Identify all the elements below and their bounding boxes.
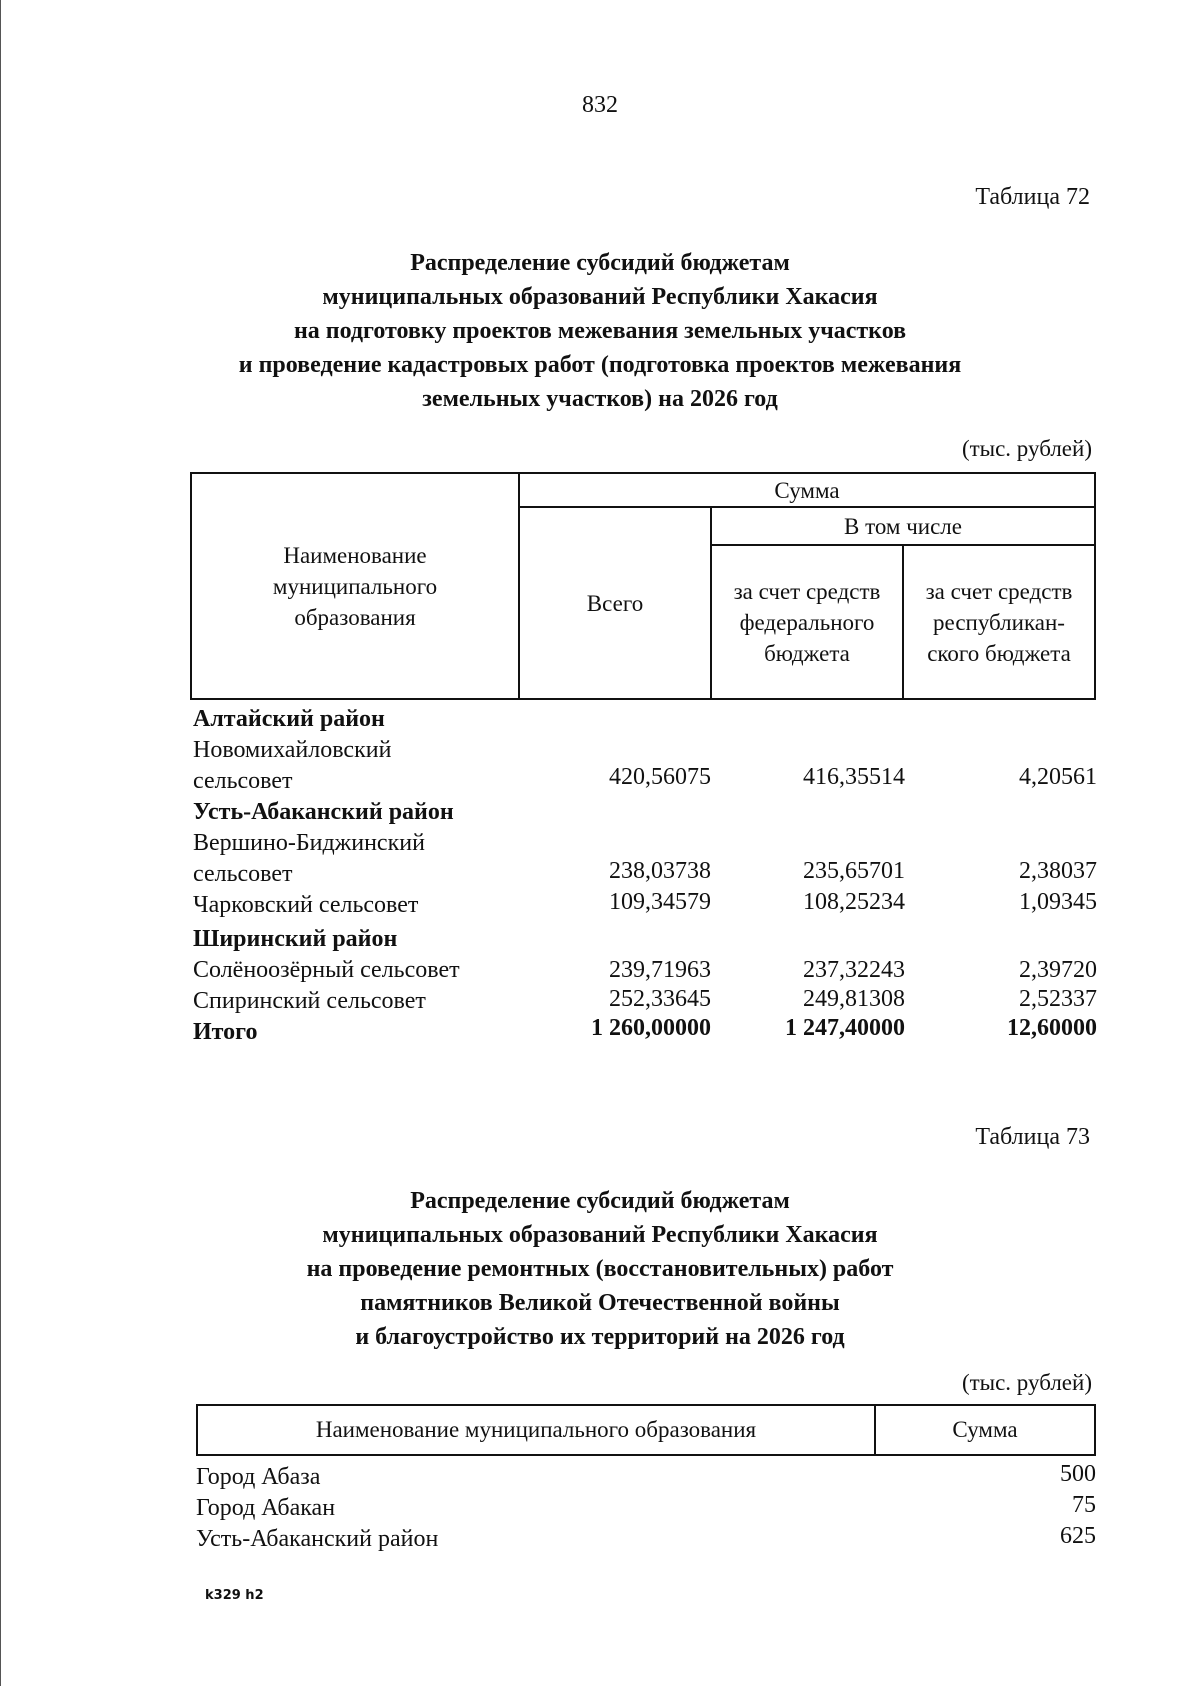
row-republican: 4,20561 [1019,764,1097,790]
row-name: Новомихайловский [193,737,392,763]
row-republican: 2,52337 [1019,986,1097,1012]
title-line: на подготовку проектов межевания земельных участков [293,318,907,344]
title-line: на проведение ремонтных (восстановительных) работ [306,1256,894,1282]
row-republican: 2,39720 [1019,957,1097,983]
row-republican: 12,60000 [1007,1015,1097,1041]
title-line: земельных участков) на 2026 год [422,386,778,412]
header-name: Наименование муниципального образования [315,1417,757,1442]
row-name: Город Абаза [196,1464,321,1490]
group-name: Алтайский район [193,706,385,732]
table-72-label: Таблица 72 [975,184,1090,210]
table-row-total [193,1017,1097,1048]
table-73-unit: (тыс. рублей) [961,1370,1092,1395]
row-name: Усть-Абаканский район [196,1526,439,1552]
row-federal: 249,81308 [803,986,905,1012]
row-federal: 108,25234 [803,889,905,915]
header-name: Наименование муниципального образования [272,542,438,630]
header-sum: Сумма [774,477,840,503]
row-name: Спиринский сельсовет [193,988,426,1014]
title-line: памятников Великой Отечественной войны [360,1290,840,1316]
row-name: Вершино-Биджинский [193,830,425,856]
row-federal: 235,65701 [803,858,905,884]
row-name: сельсовет [193,768,293,794]
table-row [193,890,1097,921]
title-line: Распределение субсидий бюджетам [410,250,790,276]
row-name: Чарковский сельсовет [193,892,419,918]
table-row [193,766,1097,797]
row-federal: 237,32243 [803,957,905,983]
row-sum: 500 [1060,1461,1096,1487]
row-total: 1 260,00000 [591,1015,711,1041]
group-name: Усть-Абаканский район [193,799,454,825]
table-73-header [196,1404,1096,1456]
row-total: 238,03738 [609,858,711,884]
row-sum: 75 [1072,1492,1096,1518]
title-line: муниципальных образований Республики Хакасия [322,284,878,310]
row-total: 252,33645 [609,986,711,1012]
title-line: и благоустройство их территорий на 2026 год [355,1324,845,1350]
table-row-group [193,924,1097,955]
title-line: Распределение субсидий бюджетам [410,1188,790,1214]
page-number: 832 [582,92,618,118]
row-name: Город Абакан [196,1495,336,1521]
table-row-group [193,704,1097,735]
table-72-title [160,246,1040,416]
title-line: и проведение кадастровых работ (подготовка проектов межевания [238,352,962,378]
header-total: Всего [586,590,644,616]
row-name: сельсовет [193,861,293,887]
row-total: 420,56075 [609,764,711,790]
table-row [196,1462,1096,1493]
group-name: Ширинский район [193,926,398,952]
row-federal: 1 247,40000 [785,1015,905,1041]
table-row [193,859,1097,890]
footer-code: k329 h2 [205,1588,264,1603]
table-72-unit: (тыс. рублей) [961,436,1092,461]
table-72-header [190,472,1096,700]
table-row [193,828,1097,859]
table-row [196,1493,1096,1524]
table-73-title [160,1184,1040,1354]
table-row [193,955,1097,986]
row-name: Солёноозёрный сельсовет [193,957,460,983]
header-republican: за счет средств республикан-ского бюджета [925,578,1073,666]
table-row [196,1524,1096,1555]
row-republican: 1,09345 [1019,889,1097,915]
row-republican: 2,38037 [1019,858,1097,884]
row-sum: 625 [1060,1523,1096,1549]
scan-edge-line [0,0,1,1686]
title-line: муниципальных образований Республики Хакасия [322,1222,878,1248]
row-name: Итого [193,1019,258,1045]
header-including: В том числе [844,513,962,539]
row-total: 239,71963 [609,957,711,983]
row-total: 109,34579 [609,889,711,915]
row-federal: 416,35514 [803,764,905,790]
table-row-group [193,797,1097,828]
header-sum: Сумма [952,1417,1018,1442]
table-73-label: Таблица 73 [975,1124,1090,1150]
header-federal: за счет средств федерального бюджета [733,578,881,666]
